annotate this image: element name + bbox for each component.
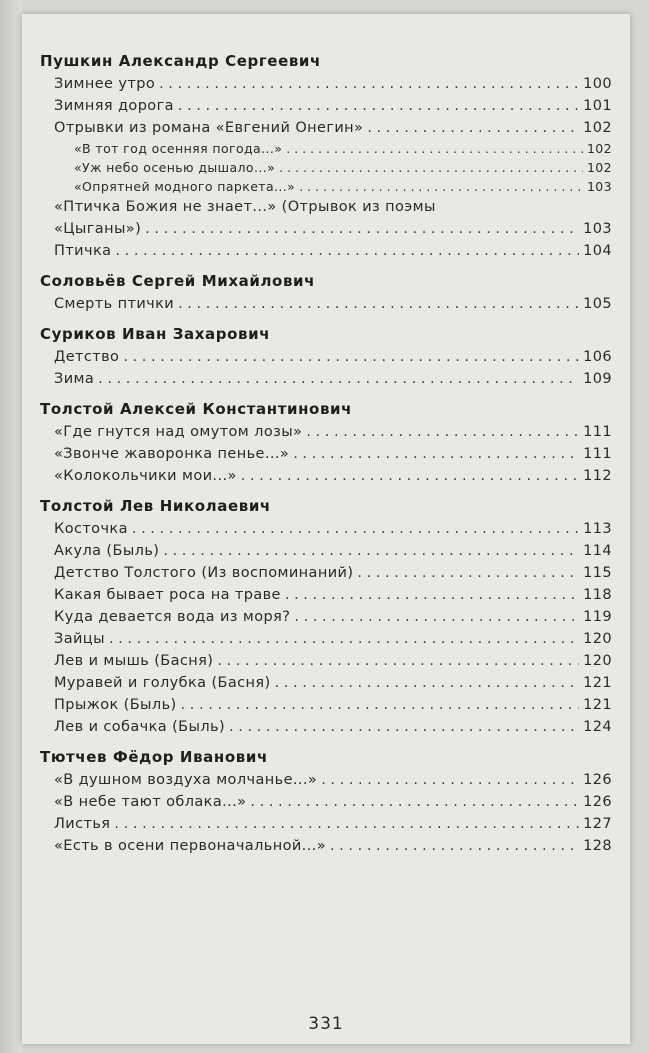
toc-entry[interactable]	[40, 694, 612, 716]
author-heading: Толстой Лев Николаевич	[40, 497, 271, 515]
dot-leader	[178, 293, 579, 315]
author-heading: Соловьёв Сергей Михайлович	[40, 272, 316, 290]
toc-entry[interactable]	[40, 443, 612, 465]
toc-entry[interactable]	[40, 650, 612, 672]
toc-entry-title: Зима	[54, 371, 95, 387]
toc-entry-title: «Колокольчики мои...»	[54, 468, 237, 484]
dot-leader	[123, 346, 579, 368]
dot-leader	[275, 672, 580, 694]
toc-entry-page: 128	[583, 838, 612, 854]
toc-entry-title: Детство Толстого (Из воспоминаний)	[54, 565, 354, 581]
toc-entry[interactable]	[40, 465, 612, 487]
author-heading: Пушкин Александр Сергеевич	[40, 52, 321, 70]
toc-entry-page: 113	[583, 521, 612, 537]
dot-leader	[241, 465, 579, 487]
toc-entry-page: 124	[583, 719, 612, 735]
toc-entry-page: 111	[583, 446, 612, 462]
author-heading: Суриков Иван Захарович	[40, 325, 271, 343]
toc-entry[interactable]	[40, 117, 612, 139]
toc-entry-page: 120	[583, 653, 612, 669]
toc-entry-page: 111	[583, 424, 612, 440]
toc-entry-page: 115	[583, 565, 612, 581]
toc-entry-title: Отрывки из романа «Евгений Онегин»	[54, 120, 364, 136]
toc-entry-title: «Цыганы»)	[54, 221, 142, 237]
toc-entry[interactable]	[40, 813, 612, 835]
toc-entry[interactable]	[40, 218, 612, 240]
toc-entry-page: 120	[583, 631, 612, 647]
dot-leader	[178, 95, 579, 117]
dot-leader	[114, 813, 579, 835]
toc-entry-title: Птичка	[54, 243, 112, 259]
toc-entry-page: 109	[583, 371, 612, 387]
toc-entry-page: 121	[583, 697, 612, 713]
toc-sub-entry[interactable]	[40, 139, 612, 158]
toc-entry[interactable]	[40, 540, 612, 562]
toc-sub-entry[interactable]	[40, 177, 612, 196]
toc-entry-title: «Звонче жаворонка пенье...»	[54, 446, 290, 462]
toc-entry-title: Косточка	[54, 521, 128, 537]
toc-entry-title: Акула (Быль)	[54, 543, 160, 559]
dot-leader	[321, 769, 579, 791]
dot-leader	[163, 540, 579, 562]
author-heading: Толстой Алексей Константинович	[40, 400, 353, 418]
toc-entry-page: 100	[583, 76, 612, 92]
toc-entry-page: 112	[583, 468, 612, 484]
toc-entry-title: Зимнее утро	[54, 76, 156, 92]
toc-entry-page: 101	[583, 98, 612, 114]
toc-entry-page: 126	[583, 772, 612, 788]
toc-entry[interactable]	[40, 518, 612, 540]
dot-leader	[285, 584, 579, 606]
dot-leader	[330, 835, 579, 857]
dot-leader	[217, 650, 579, 672]
toc-entry[interactable]	[40, 95, 612, 117]
page-number: 331	[308, 1014, 344, 1034]
toc-entry-page: 127	[583, 816, 612, 832]
toc-entry-page: 103	[583, 221, 612, 237]
toc-entry-title: Детство	[54, 349, 120, 365]
toc-entry[interactable]	[40, 240, 612, 262]
dot-leader	[181, 694, 580, 716]
dot-leader	[357, 562, 579, 584]
author-heading: Тютчев Фёдор Иванович	[40, 748, 268, 766]
toc-entry-page: 104	[583, 243, 612, 259]
toc-entry-title: «Есть в осени первоначальной...»	[54, 838, 326, 854]
toc-entry[interactable]	[40, 716, 612, 738]
toc-entry-title: «Уж небо осенью дышало...»	[74, 160, 276, 175]
dot-leader	[115, 240, 579, 262]
table-of-contents	[40, 52, 612, 857]
toc-entry-title: Какая бывает роса на траве	[54, 587, 281, 603]
toc-entry[interactable]	[40, 421, 612, 443]
toc-entry-title: «Опрятней модного паркета...»	[74, 179, 296, 194]
dot-leader	[279, 158, 583, 177]
author-section	[40, 497, 612, 738]
toc-entry-page: 119	[583, 609, 612, 625]
toc-entry-title: Смерть птички	[54, 296, 175, 312]
toc-entry-title: Лев и собачка (Быль)	[54, 719, 226, 735]
toc-entry[interactable]	[40, 293, 612, 315]
toc-entry-title: Муравей и голубка (Басня)	[54, 675, 271, 691]
toc-entry-page: 126	[583, 794, 612, 810]
author-section	[40, 272, 612, 315]
toc-sub-entry[interactable]	[40, 158, 612, 177]
dot-leader	[286, 139, 583, 158]
dot-leader	[293, 443, 579, 465]
toc-entry[interactable]	[40, 73, 612, 95]
dot-leader	[132, 518, 579, 540]
toc-entry[interactable]	[40, 562, 612, 584]
toc-entry-page: 105	[583, 296, 612, 312]
toc-entry[interactable]	[40, 835, 612, 857]
book-spine-edge	[0, 0, 22, 1053]
dot-leader	[306, 421, 579, 443]
toc-entry-title: «В небе тают облака...»	[54, 794, 247, 810]
author-section	[40, 325, 612, 390]
dot-leader	[250, 791, 579, 813]
toc-entry-page: 102	[586, 160, 612, 175]
toc-entry[interactable]	[40, 769, 612, 791]
toc-entry-title: «Где гнутся над омутом лозы»	[54, 424, 303, 440]
toc-entry-title: Лев и мышь (Басня)	[54, 653, 214, 669]
toc-entry-title-line: «Птичка Божия не знает...» (Отрывок из поэмы	[54, 199, 436, 215]
dot-leader	[229, 716, 579, 738]
toc-entry-page: 118	[583, 587, 612, 603]
toc-entry-page: 103	[586, 179, 612, 194]
toc-entry-title: Зимняя дорога	[54, 98, 174, 114]
toc-entry-page: 102	[583, 120, 612, 136]
toc-entry[interactable]	[40, 672, 612, 694]
author-section	[40, 52, 612, 262]
toc-entry-page: 106	[583, 349, 612, 365]
toc-entry-title: «В душном воздуха молчанье...»	[54, 772, 318, 788]
dot-leader	[294, 606, 579, 628]
toc-entry[interactable]	[40, 368, 612, 390]
toc-entry-title: Прыжок (Быль)	[54, 697, 177, 713]
toc-entry-title: «В тот год осенняя погода...»	[74, 141, 283, 156]
toc-entry-title: Зайцы	[54, 631, 105, 647]
toc-entry-page: 121	[583, 675, 612, 691]
toc-entry[interactable]	[40, 628, 612, 650]
dot-leader	[109, 628, 579, 650]
toc-entry[interactable]	[40, 584, 612, 606]
toc-entry[interactable]	[40, 346, 612, 368]
dot-leader	[299, 177, 583, 196]
dot-leader	[98, 368, 579, 390]
toc-entry-title: Куда девается вода из моря?	[54, 609, 291, 625]
author-section	[40, 748, 612, 857]
book-page	[22, 14, 630, 1044]
author-section	[40, 400, 612, 487]
toc-entry-title: Листья	[54, 816, 111, 832]
dot-leader	[159, 73, 579, 95]
toc-entry[interactable]	[40, 606, 612, 628]
toc-entry[interactable]	[40, 791, 612, 813]
dot-leader	[367, 117, 579, 139]
dot-leader	[145, 218, 579, 240]
toc-entry-page: 114	[583, 543, 612, 559]
toc-entry-page: 102	[586, 141, 612, 156]
